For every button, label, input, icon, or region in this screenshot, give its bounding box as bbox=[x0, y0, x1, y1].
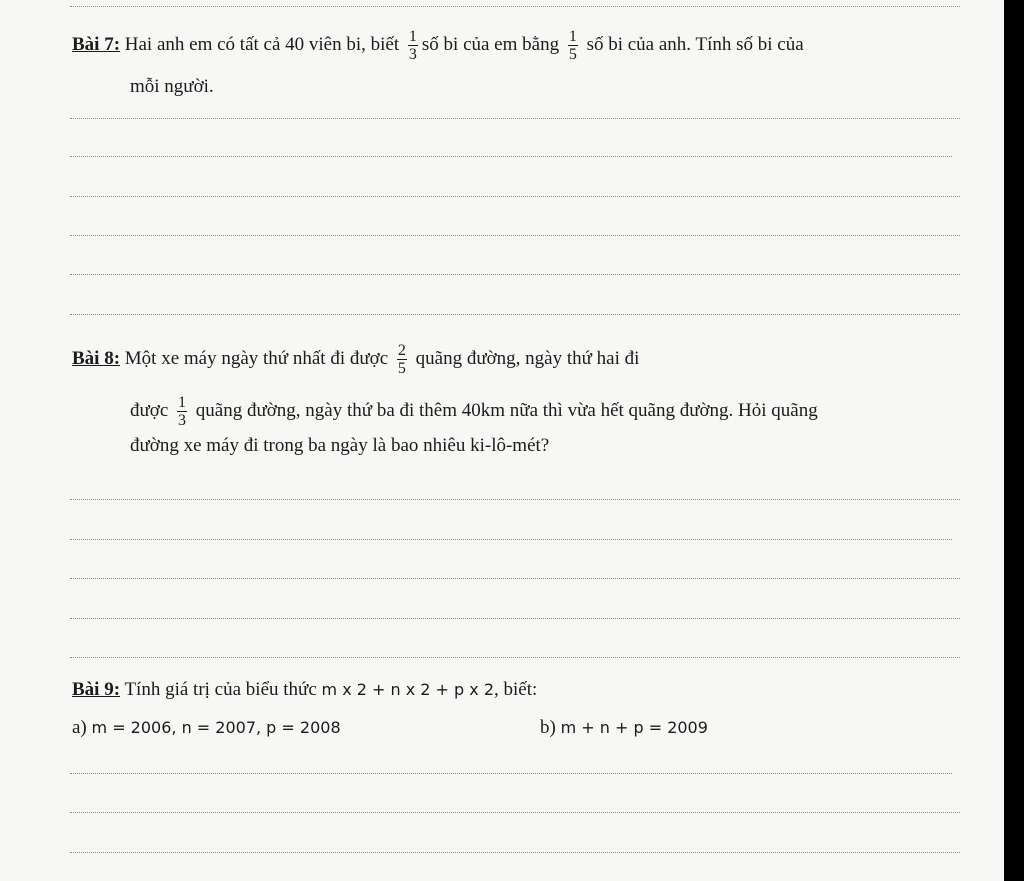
answer-line bbox=[70, 196, 960, 197]
problem-7-line-1 bbox=[72, 28, 804, 63]
answer-line bbox=[70, 812, 960, 813]
part-a-label: a) bbox=[72, 717, 92, 738]
problem-8-label: Bài 8: bbox=[72, 347, 121, 369]
answer-line bbox=[70, 657, 960, 658]
problem-9-line-1 bbox=[72, 678, 537, 702]
problem-8-line-2 bbox=[130, 394, 818, 429]
answer-line bbox=[70, 314, 960, 315]
problem-7-text-a: Hai anh em có tất cả 40 viên bi, biết bbox=[120, 33, 404, 55]
problem-9-text-a: Tính giá trị của biểu thức bbox=[120, 679, 322, 700]
part-b-expression: m + n + p = 2009 bbox=[560, 718, 708, 737]
photo-border bbox=[1004, 0, 1024, 881]
answer-line bbox=[70, 118, 960, 119]
problem-9-text-b: , biết: bbox=[494, 679, 538, 700]
answer-line bbox=[70, 539, 952, 540]
part-b-label: b) bbox=[540, 717, 561, 738]
problem-8-line-3: đường xe máy đi trong ba ngày là bao nhiêu ki-lô-mét? bbox=[130, 435, 550, 456]
problem-9-label: Bài 9: bbox=[72, 679, 121, 700]
problem-7-line-2: mỗi người. bbox=[130, 76, 214, 97]
fraction-1-3: $\frac{1}{3}$ bbox=[408, 28, 417, 63]
problem-9-part-b bbox=[540, 716, 708, 740]
fraction-1-5: $\frac{1}{5}$ bbox=[568, 28, 577, 63]
fraction-2-5: $\frac{2}{5}$ bbox=[397, 342, 406, 377]
problem-8-text-a: Một xe máy ngày thứ nhất đi được bbox=[120, 347, 393, 369]
problem-8-text-d: quãng đường, ngày thứ ba đi thêm 40km nữa thì vừa hết quãng đường. Hỏi quãng bbox=[191, 399, 818, 421]
problem-9-part-a bbox=[72, 716, 341, 740]
answer-line bbox=[70, 578, 960, 579]
fraction-1-3: $\frac{1}{3}$ bbox=[178, 394, 187, 429]
answer-line bbox=[70, 235, 960, 236]
answer-line bbox=[70, 618, 960, 619]
problem-8-text-c: được bbox=[130, 399, 174, 421]
problem-7-text-b: số bi của em bằng bbox=[421, 33, 564, 55]
answer-line bbox=[70, 852, 960, 853]
answer-line bbox=[70, 499, 960, 500]
problem-8-text-b: quãng đường, ngày thứ hai đi bbox=[410, 347, 640, 369]
answer-line bbox=[70, 773, 952, 774]
problem-7-text-c: số bi của anh. Tính số bi của bbox=[581, 33, 804, 55]
problem-8-line-1 bbox=[72, 342, 639, 377]
expression: m x 2 + n x 2 + p x 2 bbox=[321, 680, 495, 699]
part-a-expression: m = 2006, n = 2007, p = 2008 bbox=[91, 718, 341, 737]
answer-line bbox=[70, 156, 952, 157]
answer-line bbox=[70, 274, 960, 275]
answer-line bbox=[70, 6, 960, 7]
problem-7-label: Bài 7: bbox=[72, 33, 121, 55]
